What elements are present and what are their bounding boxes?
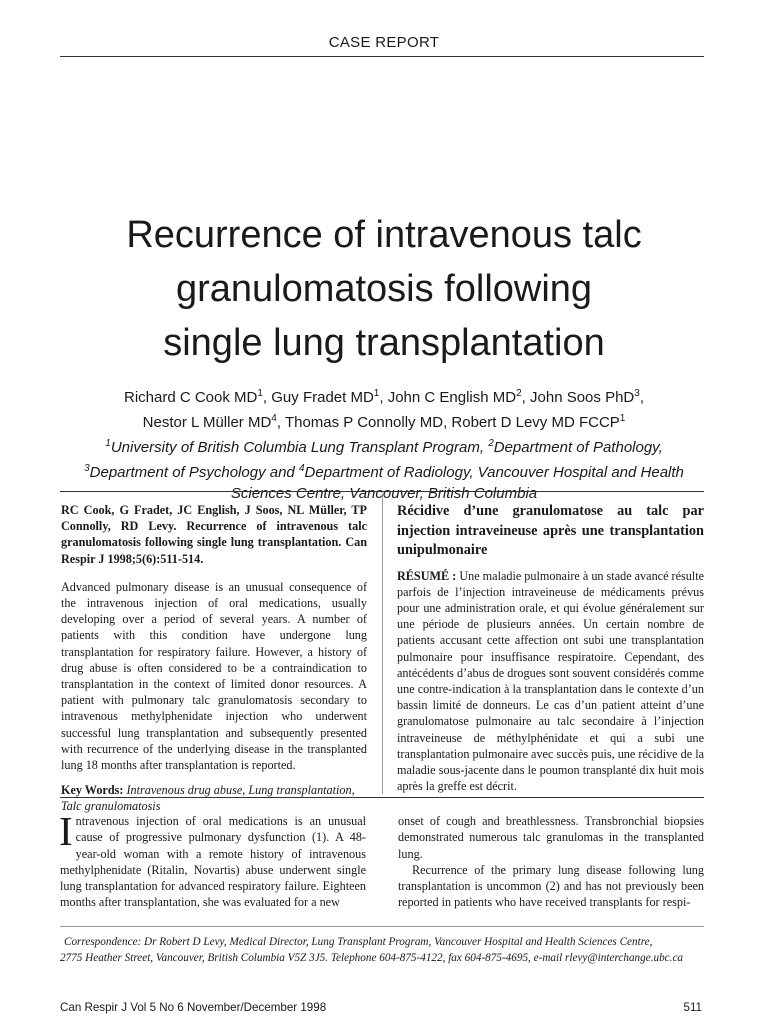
author-affil-marker: 2: [516, 388, 522, 399]
body-column-right: [398, 813, 704, 911]
abstract-french: [397, 502, 704, 794]
keywords-label: Key Words:: [61, 783, 124, 798]
body-column-left: [59, 808, 366, 911]
abstract-citation: RC Cook, G Fradet, JC English, J Soos, NL Müller, TP Connolly, RD Levy. Recurrence of intravenous talc granulomatosis following single lung transplantation. Can Respir J 1998;5(6):511-514.: [61, 503, 367, 566]
keywords: [61, 782, 367, 814]
abstract-top-rule: [60, 491, 704, 492]
author-degree: MD: [247, 414, 272, 431]
resume-label: RÉSUMÉ :: [397, 568, 457, 583]
author-affil-marker: 1: [373, 388, 380, 399]
page-number: 511: [683, 1001, 702, 1014]
author-name: Robert D Levy: [451, 414, 548, 431]
author-degree: MD: [419, 414, 444, 431]
title-line: single lung transplantation: [163, 322, 605, 364]
body-paragraph: Intravenous injection of oral medications is an unusual cause of progressive pulmonary dysfunction (1). A 48-year-old woman with a remote history of intravenous methylphenidate (Ritalin, Novartis) abuse underwent single lung transplantation for advanced respiratory failure. Eighteen months after transplantation, she was evaluated for a new: [59, 808, 366, 910]
header-label: CASE REPORT: [328, 34, 440, 51]
abstract-english: [61, 502, 367, 815]
author-block: Richard C Cook $MD^1$, Guy Fradet $MD^1$, John C English $MD^2$, John Soos PhD$^3$, Nestor L Müller $MD^4$, Thomas P Connolly MD, Robert D Levy MD FCCP$^1$ $^1$University of British Columbia Lung Transplant Program, $^2$Department of Pathology, $^3$Department of Psychology and $^4$Department of Radiology, Vancouver Hospital and Health Sciences Centre, Vancouver, British Columbia: [84, 388, 684, 502]
drop-cap: I: [59, 808, 73, 854]
header-rule: [60, 56, 704, 57]
correspondence-line: 2775 Heather Street, Vancouver, British Columbia V5Z 3J5. Telephone 604-875-4122, fax 604-875-4695, e-mail rlevy@interchange.ubc.ca: [60, 952, 684, 964]
correspondence: [60, 934, 720, 966]
abstract-text: Advanced pulmonary disease is an unusual consequence of the intravenous injection of oral medications, usually developing over a period of several years. A number of patients with this condition have undergone lung transplantation for respiratory failure. However, a history of drug abuse is often considered to be a contraindication to transplantation in the context of limited donor resources. A patient with pulmonary talc granulomatosis secondary to intravenous methylphenidate injection who underwent successful lung transplantation and subsequently presented with recurrence of the underlying disease in the transplanted lung 18 months after transplantation is reported.: [61, 579, 367, 773]
title-line: Recurrence of intravenous talc: [126, 214, 642, 256]
article-title: [60, 208, 708, 370]
keywords-text: Intravenous drug abuse, Lung transplantation, Talc granulomatosis: [61, 783, 355, 814]
author-affil-marker: 1: [257, 388, 263, 399]
french-title: Récidive d’une granulomatose au talc par injection intraveineuse après une transplantation unipulmonaire: [397, 503, 704, 558]
title-line: granulomatosis following: [175, 268, 593, 310]
author-name: Nestor L Müller: [142, 414, 244, 431]
author-affil-marker: 4: [271, 413, 277, 424]
abstract-divider: [382, 494, 383, 794]
author-degree: MD: [350, 389, 374, 406]
author-name: John Soos: [530, 389, 601, 406]
author-degree: MD FCCP: [551, 414, 620, 431]
author-affil-marker: 1: [619, 413, 626, 424]
author-degree: PhD: [605, 389, 635, 406]
correspondence-rule: [60, 926, 704, 927]
author-affil-marker: 3: [634, 388, 640, 399]
affiliations: $^1$University of British Columbia Lung Transplant Program, $^2$Department of Pathology, $^3$Department of Psychology and $^4$Department of Radiology, Vancouver Hospital and Health Sciences Centre, Vancouver, British Columbia: [84, 438, 684, 502]
author-degree: MD: [492, 389, 517, 406]
body-paragraph: Recurrence of the primary lung disease following lung transplantation is uncommon (2) and has not previously been reported in patients who have received transplants for respi-: [398, 862, 704, 910]
journal-citation-footer: Can Respir J Vol 5 No 6 November/December 1998: [60, 1001, 327, 1014]
author-name: Guy Fradet: [271, 389, 347, 406]
correspondence-line: Correspondence: Dr Robert D Levy, Medical Director, Lung Transplant Program, Vancouver Hospital and Health Sciences Centre,: [64, 936, 653, 948]
body-paragraph: onset of cough and breathlessness. Transbronchial biopsies demonstrated numerous talc granulomas in the transplanted lung.: [398, 814, 704, 861]
author-name: Thomas P Connolly: [284, 414, 416, 431]
resume-text: RÉSUMÉ : Une maladie pulmonaire à un stade avancé résulte parfois de l’injection intraveineuse de médicaments prévus pour une administration orale, et qui évolue généralement sur une période de plusieurs années. Un certain nombre de patients accusant cette affection ont subi une transplantation pulmonaire pour insuffisance respiratoire. Cependant, des antécédents d’abus de drogues sont souvent considérés comme une contre-indication à la transplantation dans le contexte d’un bassin limité de donneurs. Le cas d’un patient atteint d’une granulomatose pulmonaire au talc secondaire à l’injection intraveineuse de méthylphénidate et qui a subi une transplantation pulmonaire avec succès puis, une récidive de la maladie sous-jacente dans le poumon transplanté dix huit mois après la greffe est décrit.: [397, 568, 705, 794]
author-degree: MD: [234, 389, 258, 406]
abstract-bottom-rule: [60, 797, 704, 798]
author-name: John C English: [387, 389, 489, 406]
author-name: Richard C Cook: [123, 389, 230, 406]
